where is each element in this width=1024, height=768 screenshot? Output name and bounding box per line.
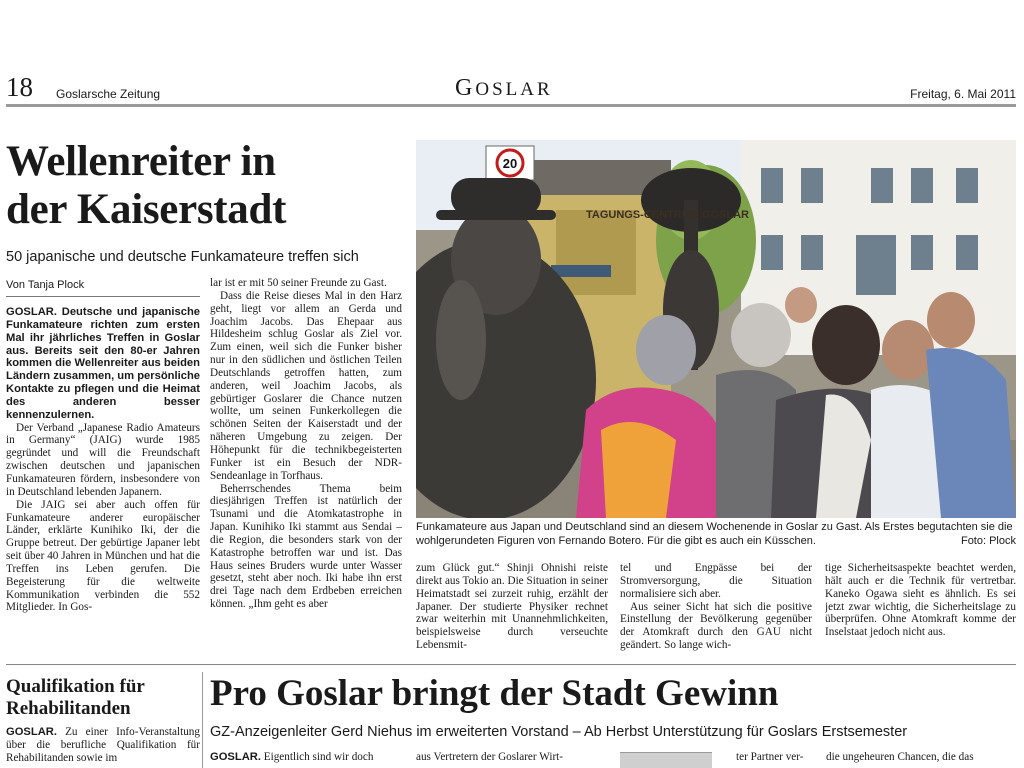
photo-illustration — [416, 140, 1016, 518]
paragraph: Aus seiner Sicht hat sich die positive Einstellung der Bevölkerung gegenüber der Atomkraft durch den GAU nicht geändert. So lange wich- — [620, 600, 812, 652]
newspaper-name: Goslarsche Zeitung — [56, 87, 161, 101]
lead-column-2 — [210, 277, 402, 654]
side-headline-line2: Rehabilitanden — [6, 697, 131, 719]
paragraph: Dass die Reise dieses Mal in den Harz geht, liegt vor allem an Gerda und Joachim Jacobs. Das Ehepaar aus Hildesheim schlug Goslar als Ziel vor. Zum einen, weil sich die Funker bisher nur in den südlichen und östlichen Teilen Deutschlands getroffen hatten, zum anderen, weil Joachim Jacobs, als gebürtiger Goslarer die Chance nutzen wollte, um seinen Funkerkollegen die schönen Seiten der Kaiserstadt und der näheren Umgebung zu zeigen. Der Höhepunkt für die technikbegeisterten Funker ist ein Besuch der NDR-Sendeanlage in Torfhaus. — [210, 289, 402, 482]
section-title-initial: G — [455, 75, 476, 101]
paragraph: Der Verband „Japanese Radio Amateurs in Germany“ (JAIG) wurde 1985 gegründet und will die Freundschaft zwischen deutschen und japanischen Funkamateuren fördern, insbesondere von in Deutschland lebenden Japanern. — [6, 421, 200, 498]
second-subhead: GZ-Anzeigenleiter Gerd Niehus im erweiterten Vorstand – Ab Herbst Unterstützung für Goslars Erstsemester — [210, 724, 908, 740]
section-title — [455, 75, 553, 102]
section-divider — [6, 664, 1016, 665]
byline: Von Tanja Plock — [6, 279, 85, 291]
paragraph: tige Sicherheitsaspekte beachtet werden, hält auch er die Technik für vertretbar. Kaneko Ogawa sieht es ähnlich. Es sei jetzt zwar wichtig, die Sicherheitslage zu überprüfen. Ohne Atomkraft komme der Inselstaat jedoch nicht aus. — [825, 562, 1016, 639]
lead-intro — [6, 306, 200, 422]
side-body-text: Zu einer Info-Veranstaltung über die berufliche Qualifikation für Rehabilitanden sowie im — [6, 726, 200, 764]
paragraph: zum Glück gut.“ Shinji Ohnishi reiste direkt aus Tokio an. Die Situation in seiner Heimatstadt sei zurzeit ruhig, erzählt der Japaner. Der studierte Physiker rechnet zwar weiterhin mit Unannehmlichkeiten, beispielsweise durch verseuchte Lebensmit- — [416, 562, 608, 652]
lead-column-5 — [825, 562, 1016, 654]
paragraph: Beherrschendes Thema beim diesjährigen Treffen ist natürlich der Tsunami und die Atomkatastrophe in Japan. Kunihiko Iki stammt aus Sendai – die Region, die besonders stark von der Katastrophe betroffen war und ist. Das Haus seines Bruders wurde unter Wasser gesetzt, steht aber noch. Iki habe ihn erst drei Tage nach dem Erdbeben erreichen können. „Ihm geht es aber — [210, 482, 402, 611]
caption-text: Funkamateure aus Japan und Deutschland sind an diesem Wochenende in Goslar zu Gast. Als Erstes begutachten sie die wohlgerundeten Figuren von Fernando Botero. Für die gibt es auch ein Küsschen. — [416, 521, 1013, 547]
masthead-rule — [6, 104, 1016, 107]
portrait-photo — [620, 752, 712, 768]
issue-date: Freitag, 6. Mai 2011 — [910, 87, 1016, 101]
lead-column-4 — [620, 562, 812, 654]
second-column-4: die ungeheuren Chancen, die das — [826, 751, 974, 763]
lead-column-1 — [6, 306, 200, 654]
lead-column-3 — [416, 562, 608, 654]
side-headline — [6, 676, 200, 719]
second-dateline: GOSLAR. — [210, 751, 261, 763]
section-title-rest: OSLAR — [475, 79, 553, 100]
paragraph: Die JAIG sei aber auch offen für Funkamateure anderer europäischer Länder, erklärte Kunihiko Iki, der die Gruppe betreut. Der gebürtige Japaner lebt seit über 40 Jahren in München und hat die Treffen ins Leben gerufen. Die Begeisterung für die weltweite Kommunikation verbinden die 552 Mitglieder. In Gos- — [6, 498, 200, 614]
photo-caption — [416, 521, 1016, 548]
side-dateline: GOSLAR. — [6, 726, 57, 738]
column-divider — [202, 672, 203, 768]
lead-subhead: 50 japanische und deutsche Funkamateure treffen sich — [6, 249, 359, 265]
page-number: 18 — [6, 72, 33, 102]
lead-headline-line2: der Kaiserstadt — [6, 186, 287, 233]
news-photo — [416, 140, 1016, 518]
building-sign-text: TAGUNGS-CENTRUM GOSLAR — [586, 209, 749, 221]
photo-credit: Foto: Plock — [960, 534, 1016, 547]
second-column-3: ter Partner ver- — [736, 751, 804, 763]
dateline: GOSLAR. — [6, 306, 57, 318]
byline-rule — [6, 296, 200, 297]
second-headline: Pro Goslar bringt der Stadt Gewinn — [210, 673, 779, 714]
side-article-body — [6, 726, 200, 768]
paragraph: lar ist er mit 50 seiner Freunde zu Gast. — [210, 277, 387, 289]
lead-headline — [6, 138, 406, 234]
side-headline-line1: Qualifikation für — [6, 676, 145, 697]
second-column-1 — [210, 751, 404, 768]
second-col1-text: Eigentlich sind wir doch — [260, 751, 374, 763]
intro-text: Deutsche und japanische Funkamateure richten zum ersten Mal ihr jährliches Treffen in Goslar aus. Bereits seit den 80-er Jahren kommen die Wellenreiter aus beiden Ländern zusammen, um persönliche Kontakte zu pflegen und die Heimat des anderen besser kennenzulernen. — [6, 306, 200, 421]
paragraph: tel und Engpässe bei der Stromversorgung, die Situation normalisiere sich aber. — [620, 562, 812, 600]
second-column-2: aus Vertretern der Goslarer Wirt- — [416, 751, 563, 763]
lead-headline-line1: Wellenreiter in — [6, 138, 276, 185]
speed-sign-text: 20 — [502, 156, 518, 171]
